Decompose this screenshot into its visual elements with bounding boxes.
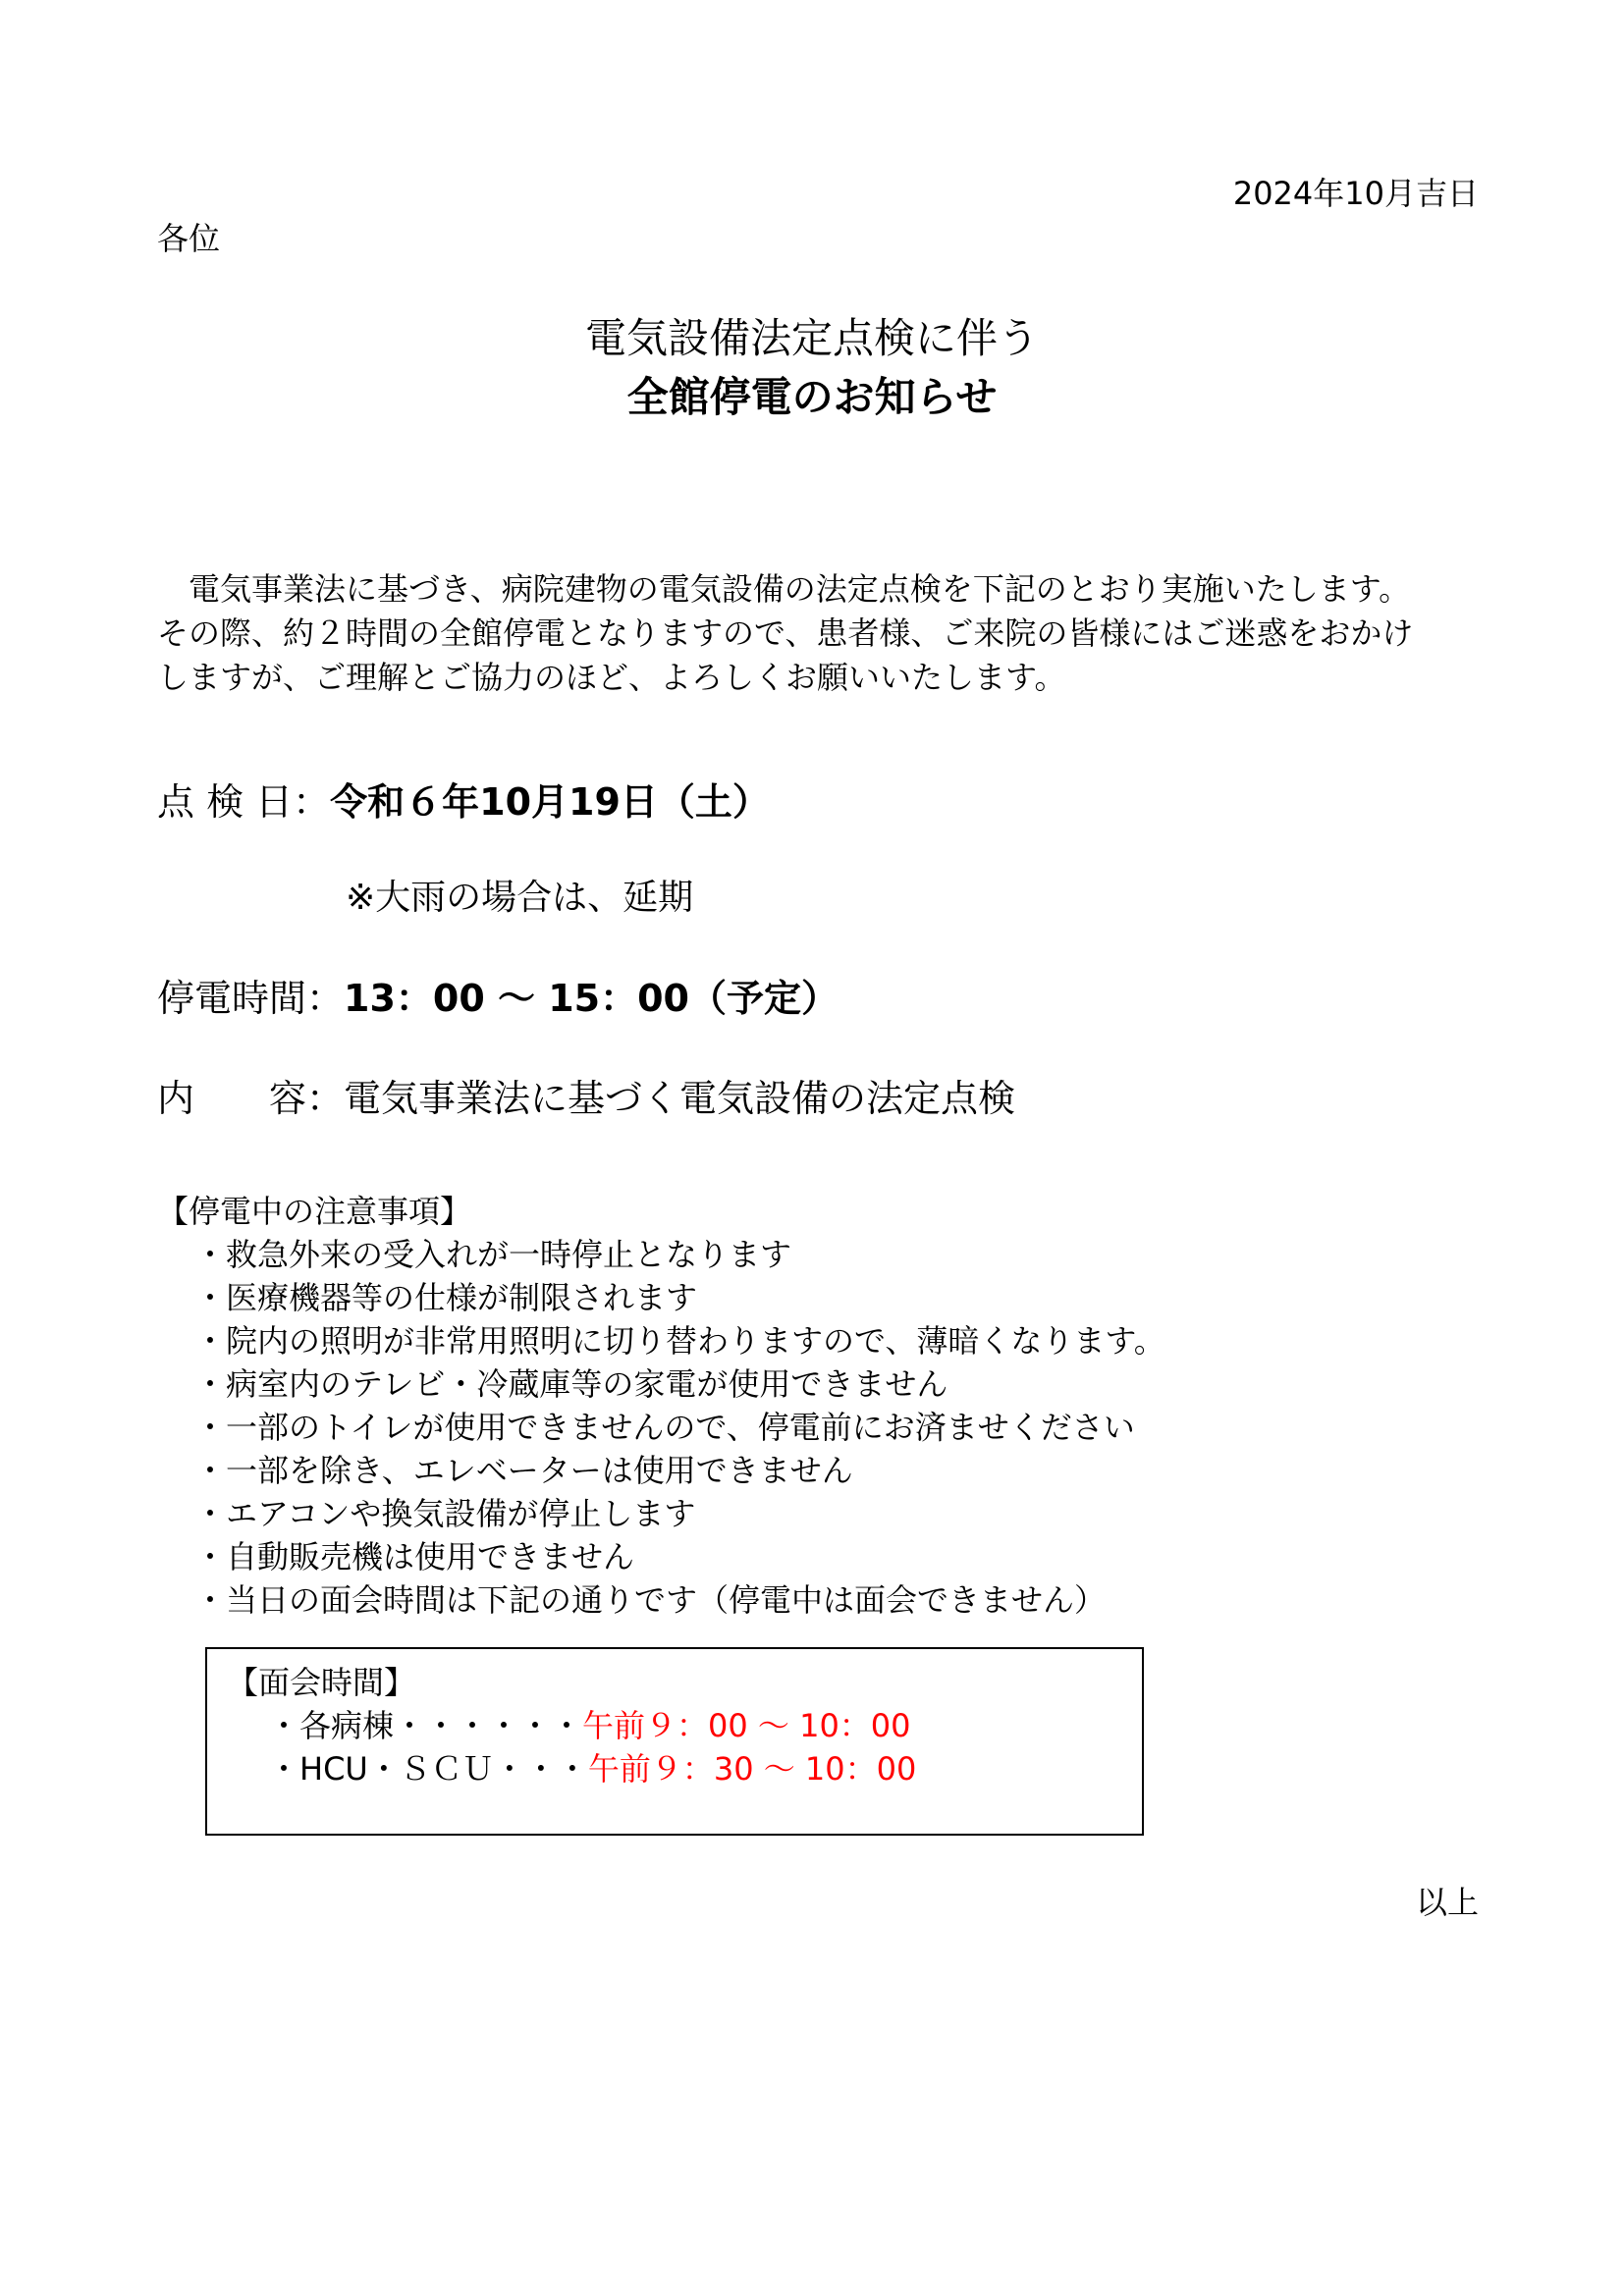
rain-note: ※大雨の場合は、延期 — [346, 878, 694, 918]
intro-line: 電気事業法に基づき、病院建物の電気設備の法定点検を下記のとおり実施いたします。 — [157, 570, 1411, 608]
inspection-day-label: 点 検 日： — [157, 780, 331, 824]
recipient: 各位 — [157, 220, 221, 257]
caution-item: ・エアコンや換気設備が停止します — [194, 1495, 696, 1532]
visiting-hours-heading: 【面会時間】 — [227, 1664, 416, 1701]
caution-item: ・院内の照明が非常用照明に切り替わりますので、薄暗くなります。 — [194, 1322, 1165, 1360]
caution-item: ・一部を除き、エレベーターは使用できません — [194, 1452, 853, 1489]
caution-item: ・当日の面会時間は下記の通りです（停電中は面会できません） — [194, 1581, 1107, 1619]
inspection-day — [157, 772, 770, 826]
outage-time — [157, 968, 839, 1022]
visiting-hours-ward-label: ・各病棟・・・・・・ — [268, 1707, 583, 1744]
outage-time-label: 停電時間： — [157, 977, 345, 1020]
content — [157, 1068, 1015, 1122]
content-value: 電気事業法に基づく電気設備の法定点検 — [344, 1077, 1016, 1120]
intro-line: しますが、ご理解とご協力のほど、よろしくお願いいたします。 — [157, 659, 1066, 696]
intro-paragraph — [157, 567, 1413, 700]
caution-item: ・救急外来の受入れが一時停止となります — [194, 1236, 792, 1273]
caution-item: ・一部のトイレが使用できませんので、停電前にお済ませください — [194, 1409, 1135, 1446]
closing: 以上 — [1415, 1884, 1479, 1921]
caution-item: ・病室内のテレビ・冷蔵庫等の家電が使用できません — [194, 1365, 948, 1403]
intro-line: その際、約２時間の全館停電となりますので、患者様、ご来院の皆様にはご迷惑をおかけ — [157, 614, 1414, 652]
issue-date: 2024年10月吉日 — [1232, 175, 1479, 212]
content-label: 内 容： — [157, 1077, 345, 1120]
caution-item: ・自動販売機は使用できません — [194, 1538, 635, 1575]
inspection-day-value: 令和６年10月19日（土） — [330, 780, 770, 824]
cautions-heading: 【停電中の注意事項】 — [157, 1193, 472, 1230]
cautions-list — [157, 1233, 1165, 1622]
title-line-2: 全館停電のお知らせ — [626, 373, 998, 421]
visiting-hours-hcu-time: 午前９：30 ～ 10：00 — [587, 1750, 917, 1788]
caution-item: ・医療機器等の仕様が制限されます — [194, 1279, 698, 1316]
outage-time-value: 13：00 ～ 15：00（予定） — [344, 977, 839, 1020]
cautions-section — [157, 1190, 1165, 1622]
title-line-1: 電気設備法定点検に伴う — [584, 314, 1039, 362]
visiting-hours-box — [205, 1647, 1144, 1836]
visiting-hours-ward-time: 午前９：00 ～ 10：00 — [582, 1707, 911, 1744]
visiting-hours-row — [227, 1704, 1142, 1747]
visiting-hours-hcu-label: ・HCU・ＳＣＵ・・・ — [268, 1750, 588, 1788]
visiting-hours-row — [227, 1747, 1142, 1790]
